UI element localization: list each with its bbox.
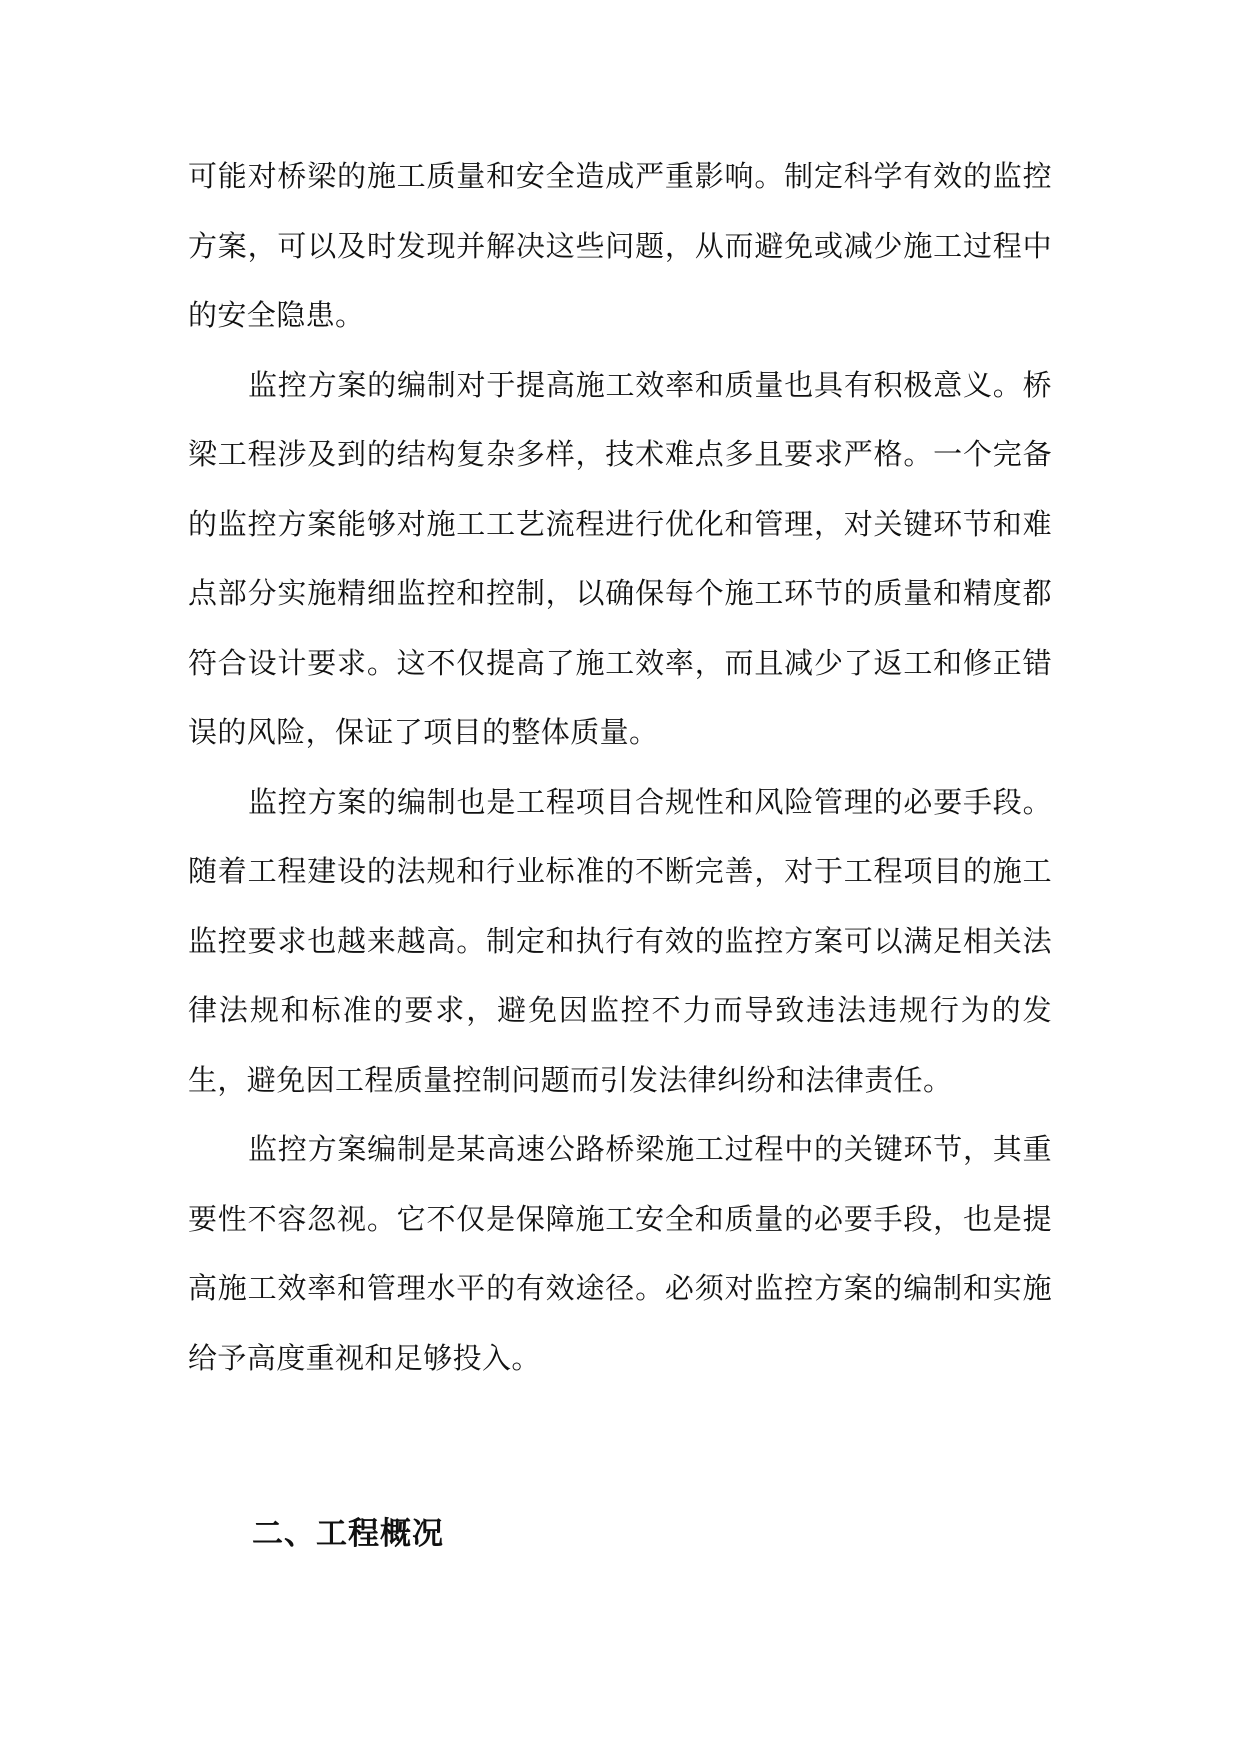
paragraph-continued: 可能对桥梁的施工质量和安全造成严重影响。制定科学有效的监控方案，可以及时发现并解决这些问题，从而避免或减少施工过程中的安全隐患。 bbox=[188, 159, 1052, 332]
section-heading: 二、工程概况 bbox=[252, 1516, 444, 1552]
paragraph-compliance-risk: 监控方案的编制也是工程项目合规性和风险管理的必要手段。随着工程建设的法规和行业标准的不断完善，对于工程项目的施工监控要求也越来越高。制定和执行有效的监控方案可以满足相关法律法规和标准的要求，避免因监控不力而导致违法违规行为的发生，避免因工程质量控制问题而引发法律纠纷和法律责任。 bbox=[188, 784, 1052, 1097]
paragraph-efficiency-quality: 监控方案的编制对于提高施工效率和质量也具有积极意义。桥梁工程涉及到的结构复杂多样，技术难点多且要求严格。一个完备的监控方案能够对施工工艺流程进行优化和管理，对关键环节和难点部分实施精细监控和控制，以确保每个施工环节的质量和精度都符合设计要求。这不仅提高了施工效率，而且减少了返工和修正错误的风险，保证了项目的整体质量。 bbox=[188, 367, 1052, 749]
paragraph-conclusion: 监控方案编制是某高速公路桥梁施工过程中的关键环节，其重要性不容忽视。它不仅是保障施工安全和质量的必要手段，也是提高施工效率和管理水平的有效途径。必须对监控方案的编制和实施给予高度重视和足够投入。 bbox=[188, 1132, 1052, 1375]
body-text bbox=[188, 142, 1052, 1393]
